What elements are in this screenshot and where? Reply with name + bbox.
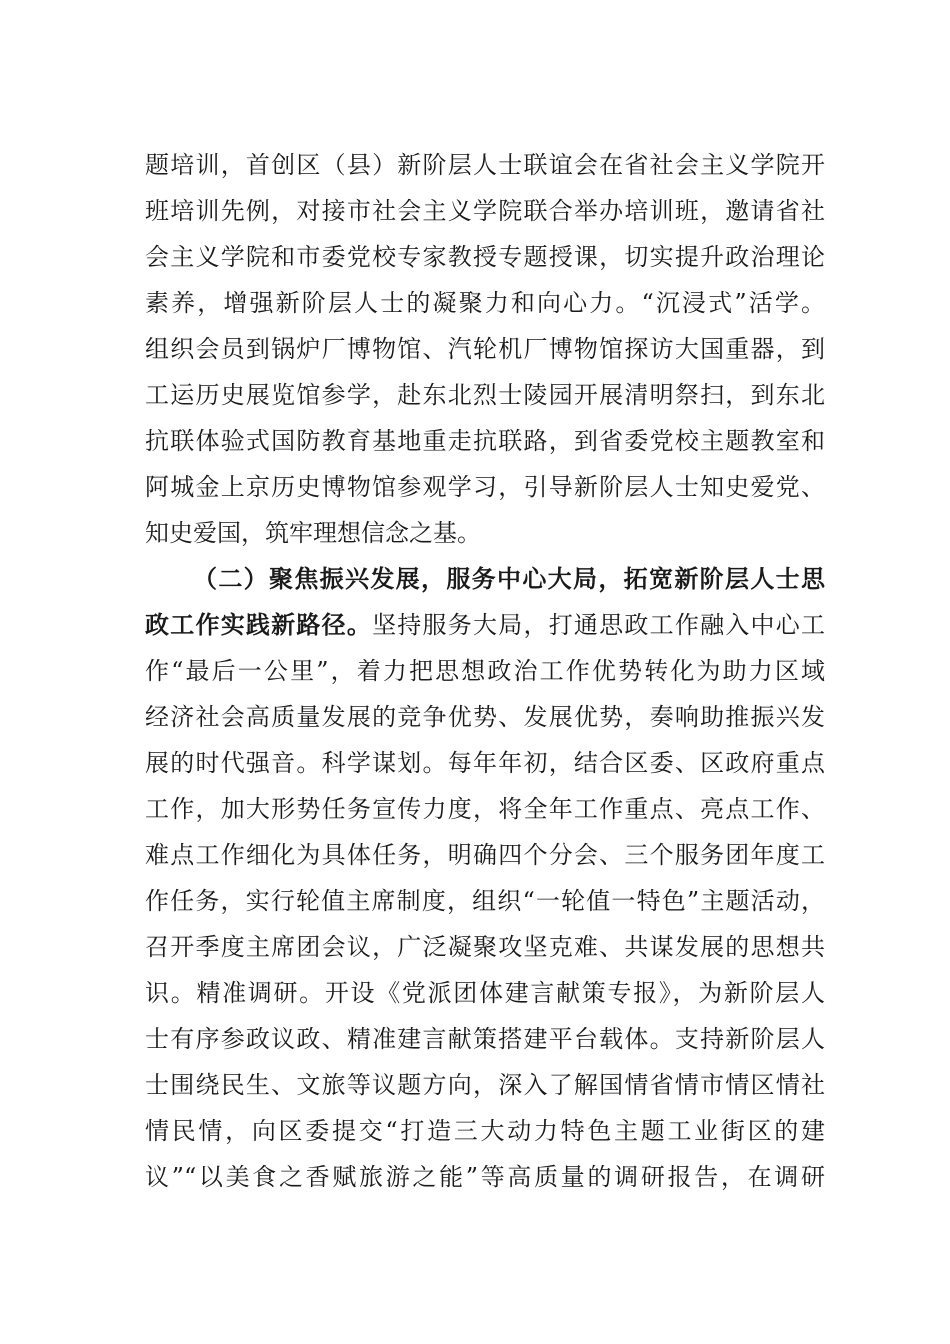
text-line: 作任务，实行轮值主席制度，组织“一轮值一特色”主题活动，: [145, 887, 825, 915]
text-line: 展的时代强音。科学谋划。每年年初，结合区委、区政府重点: [145, 749, 825, 777]
section-heading-continued: 政工作实践新路径。: [145, 610, 373, 639]
text-line: 题培训，首创区（县）新阶层人士联谊会在省社会主义学院开: [145, 151, 825, 179]
text-line: 士围绕民生、文旅等议题方向，深入了解国情省情市情区情社: [145, 1071, 825, 1099]
text-fragment: 坚持服务大局，打通思政工作融入中心工: [372, 611, 825, 639]
section-heading: （二）聚焦振兴发展，服务中心大局，拓宽新阶层人士思: [193, 564, 825, 593]
text-line: 经济社会高质量发展的竞争优势、发展优势，奏响助推振兴发: [145, 703, 825, 731]
text-line: 工作，加大形势任务宣传力度，将全年工作重点、亮点工作、: [145, 795, 825, 823]
text-line: 难点工作细化为具体任务，明确四个分会、三个服务团年度工: [145, 841, 825, 869]
text-line: 士有序参政议政、精准建言献策搭建平台载体。支持新阶层人: [145, 1025, 825, 1053]
text-line: 组织会员到锅炉厂博物馆、汽轮机厂博物馆探访大国重器，到: [145, 335, 825, 363]
text-line: 情民情，向区委提交“打造三大动力特色主题工业街区的建: [145, 1117, 825, 1145]
text-line: 阿城金上京历史博物馆参观学习，引导新阶层人士知史爱党、: [145, 473, 825, 501]
text-line: 工运历史展览馆参学，赴东北烈士陵园开展清明祭扫，到东北: [145, 381, 825, 409]
text-line: 班培训先例，对接市社会主义学院联合举办培训班，邀请省社: [145, 197, 825, 225]
text-line: 素养，增强新阶层人士的凝聚力和向心力。“沉浸式”活学。: [145, 289, 825, 317]
text-line: 知史爱国，筑牢理想信念之基。: [145, 519, 481, 547]
text-line: 议”“以美食之香赋旅游之能”等高质量的调研报告，在调研: [145, 1163, 825, 1191]
body-text: [145, 142, 825, 1200]
text-line: 会主义学院和市委党校专家教授专题授课，切实提升政治理论: [145, 243, 825, 271]
text-line: 识。精准调研。开设《党派团体建言献策专报》，为新阶层人: [145, 979, 825, 1007]
text-line: 抗联体验式国防教育基地重走抗联路，到省委党校主题教室和: [145, 427, 825, 455]
text-line: [145, 602, 825, 648]
text-line: 召开季度主席团会议，广泛凝聚攻坚克难、共谋发展的思想共: [145, 933, 825, 961]
text-line: 作“最后一公里”，着力把思想政治工作优势转化为助力区域: [145, 657, 825, 685]
